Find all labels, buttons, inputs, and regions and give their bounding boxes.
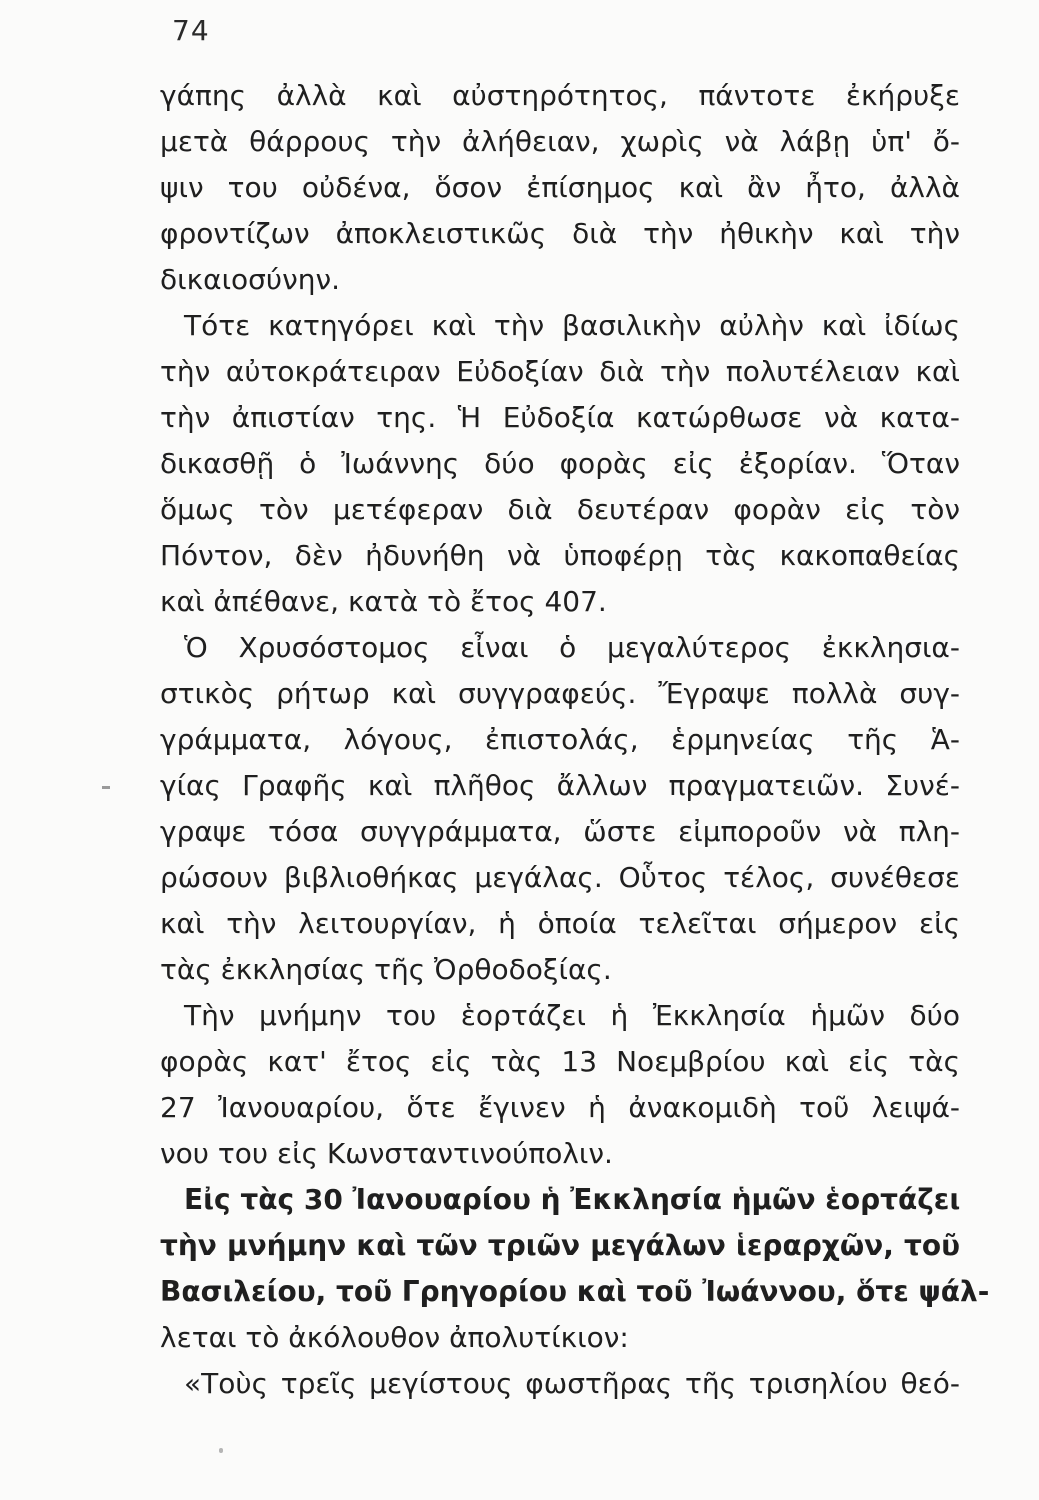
text-line: φροντίζων ἀποκλειστικῶς διὰ τὴν ἠθικὴν καὶ τὴν <box>160 217 960 250</box>
text-line: τὴν αὐτοκράτειραν Εὐδοξίαν διὰ τὴν πολυτέλειαν καὶ <box>160 355 960 388</box>
text-line: ὅμως τὸν μετέφεραν διὰ δευτέραν φορὰν εἰς τὸν <box>160 493 960 526</box>
text-line: γάπης ἀλλὰ καὶ αὐστηρότητος, πάντοτε ἐκήρυξε <box>160 79 960 112</box>
paragraph-start-line: Τὴν μνήμην του ἑορτάζει ἡ Ἐκκλησία ἡμῶν δύο <box>184 999 960 1032</box>
text-line: γίας Γραφῆς καὶ πλῆθος ἄλλων πραγματειῶν. Συνέ- <box>160 769 960 802</box>
text-line: τὴν ἀπιστίαν της. Ἡ Εὐδοξία κατώρθωσε νὰ κατα- <box>160 401 960 434</box>
quote-start-line: «Τοὺς τρεῖς μεγίστους φωστῆρας τῆς τρισηλίου θεό- <box>184 1367 960 1400</box>
text-line: τὴν μνήμην καὶ τῶν τριῶν μεγάλων ἱεραρχῶν, τοῦ <box>160 1229 960 1262</box>
margin-mark <box>102 786 110 789</box>
text-line: τὰς ἐκκλησίας τῆς Ὀρθοδοξίας. <box>160 953 612 986</box>
text-line: ρώσουν βιβλιοθήκας μεγάλας. Οὗτος τέλος, συνέθεσε <box>160 861 960 894</box>
text-line: γραψε τόσα συγγράμματα, ὥστε εἰμποροῦν νὰ πλη- <box>160 815 960 848</box>
text-line: 27 Ἰανουαρίου, ὅτε ἔγινεν ἡ ἀνακομιδὴ τοῦ λειψά- <box>160 1091 960 1124</box>
text-line: φορὰς κατ' ἔτος εἰς τὰς 13 Νοεμβρίου καὶ εἰς τὰς <box>160 1045 960 1078</box>
text-line: ψιν του οὐδένα, ὅσον ἐπίσημος καὶ ἂν ἦτο, ἀλλὰ <box>160 171 960 204</box>
paper-speck <box>219 1448 223 1453</box>
paragraph-start-line: Εἰς τὰς 30 Ἰανουαρίου ἡ Ἐκκλησία ἡμῶν ἑορτάζει <box>184 1183 961 1216</box>
text-line: μετὰ θάρρους τὴν ἀλήθειαν, χωρὶς νὰ λάβῃ ὑπ' ὄ- <box>160 125 960 158</box>
paragraph-start-line: Ὁ Χρυσόστομος εἶναι ὁ μεγαλύτερος ἐκκλησια- <box>184 631 960 664</box>
text-line: δικασθῇ ὁ Ἰωάννης δύο φορὰς εἰς ἐξορίαν. Ὅταν <box>160 447 960 480</box>
text-line: λεται τὸ ἀκόλουθον ἀπολυτίκιον: <box>160 1321 629 1354</box>
text-line: στικὸς ρήτωρ καὶ συγγραφεύς. Ἔγραψε πολλὰ συγ- <box>160 677 960 710</box>
text-line: νου του εἰς Κωνσταντινούπολιν. <box>160 1137 613 1170</box>
page-number: 74 <box>172 14 210 47</box>
text-line: καὶ ἀπέθανε, κατὰ τὸ ἔτος 407. <box>160 585 607 618</box>
paragraph-start-line: Τότε κατηγόρει καὶ τὴν βασιλικὴν αὐλὴν καὶ ἰδίως <box>184 309 960 342</box>
text-line: γράμματα, λόγους, ἐπιστολάς, ἑρμηνείας τῆς Ἁ- <box>160 723 960 756</box>
text-line: καὶ τὴν λειτουργίαν, ἡ ὁποία τελεῖται σήμερον εἰς <box>160 907 960 940</box>
text-line: Βασιλείου, τοῦ Γρηγορίου καὶ τοῦ Ἰωάννου, ὅτε ψάλ- <box>160 1275 990 1308</box>
text-line: δικαιοσύνην. <box>160 263 341 296</box>
text-line: Πόντον, δὲν ἠδυνήθη νὰ ὑποφέρῃ τὰς κακοπαθείας <box>160 539 960 572</box>
